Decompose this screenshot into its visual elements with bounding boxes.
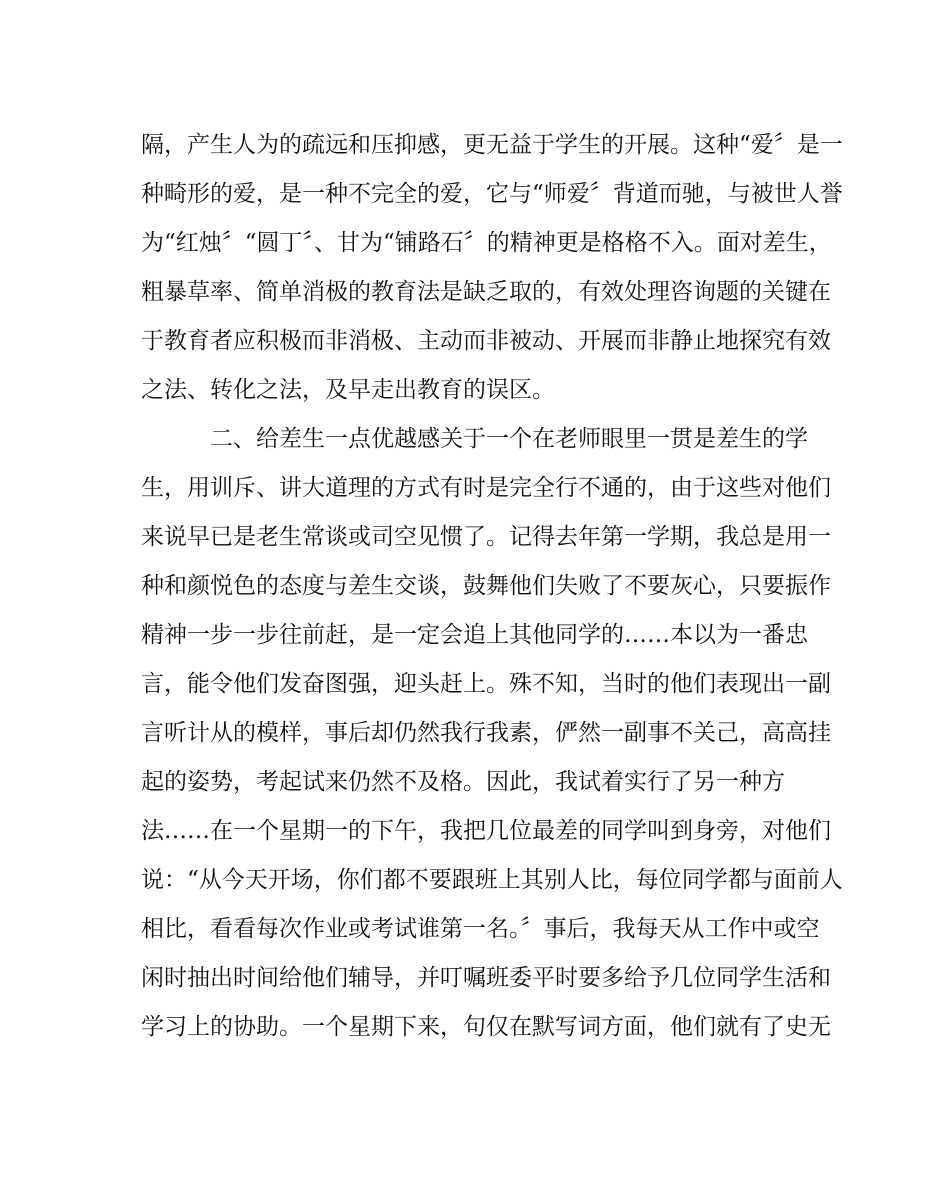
text-line: 学习上的协助。一个星期下来，句仅在默写词方面，他们就有了史无 [141, 1014, 831, 1040]
text-line: 言，能令他们发奋图强，迎头赶上。殊不知，当时的他们表现出一副 [141, 671, 831, 697]
text-line: 生，用训斥、讲大道理的方式有时是完全行不通的，由于这些对他们 [141, 475, 831, 501]
text-line: 于教育者应积极而非消极、主动而非被动、开展而非静止地探究有效 [141, 328, 831, 354]
text-line: 之法、转化之法，及早走出教育的误区。 [141, 377, 555, 403]
text-line: 隔，产生人为的疏远和压抑感，更无益于学生的开展。这种“爱〞是一 [141, 132, 843, 158]
text-line: 法……在一个星期一的下午，我把几位最差的同学叫到身旁，对他们 [141, 818, 831, 844]
text-line: 起的姿势，考起试来仍然不及格。因此，我试着实行了另一种方 [141, 769, 785, 795]
text-line: 来说早已是老生常谈或司空见惯了。记得去年第一学期，我总是用一 [141, 524, 831, 550]
body-text [141, 126, 843, 1057]
text-line: 闲时抽出时间给他们辅导，并叮嘱班委平时要多给予几位同学生活和 [141, 965, 831, 991]
text-line: 精神一步一步往前赶，是一定会追上其他同学的……本以为一番忠 [141, 622, 808, 648]
text-line: 言听计从的模样，事后却仍然我行我素，俨然一副事不关己，高高挂 [141, 720, 831, 746]
text-line: 说：“从今天开场，你们都不要跟班上其别人比，每位同学都与面前人 [141, 867, 843, 893]
text-line: 相比，看看每次作业或考试谁第一名。〞事后，我每天从工作中或空 [141, 916, 820, 942]
text-line: 粗暴草率、简单消极的教育法是缺乏取的，有效处理咨询题的关键在 [141, 279, 831, 305]
text-line: 为“红烛〞“圆丁〞、甘为“铺路石〞的精神更是格格不入。面对差生， [141, 230, 832, 256]
text-line: 种畸形的爱，是一种不完全的爱，它与“师爱〞背道而驰，与被世人誉 [141, 181, 843, 207]
section-heading-line: 二、给差生一点优越感关于一个在老师眼里一贯是差生的学 [210, 426, 808, 452]
text-line: 种和颜悦色的态度与差生交谈，鼓舞他们失败了不要灰心，只要振作 [141, 573, 831, 599]
